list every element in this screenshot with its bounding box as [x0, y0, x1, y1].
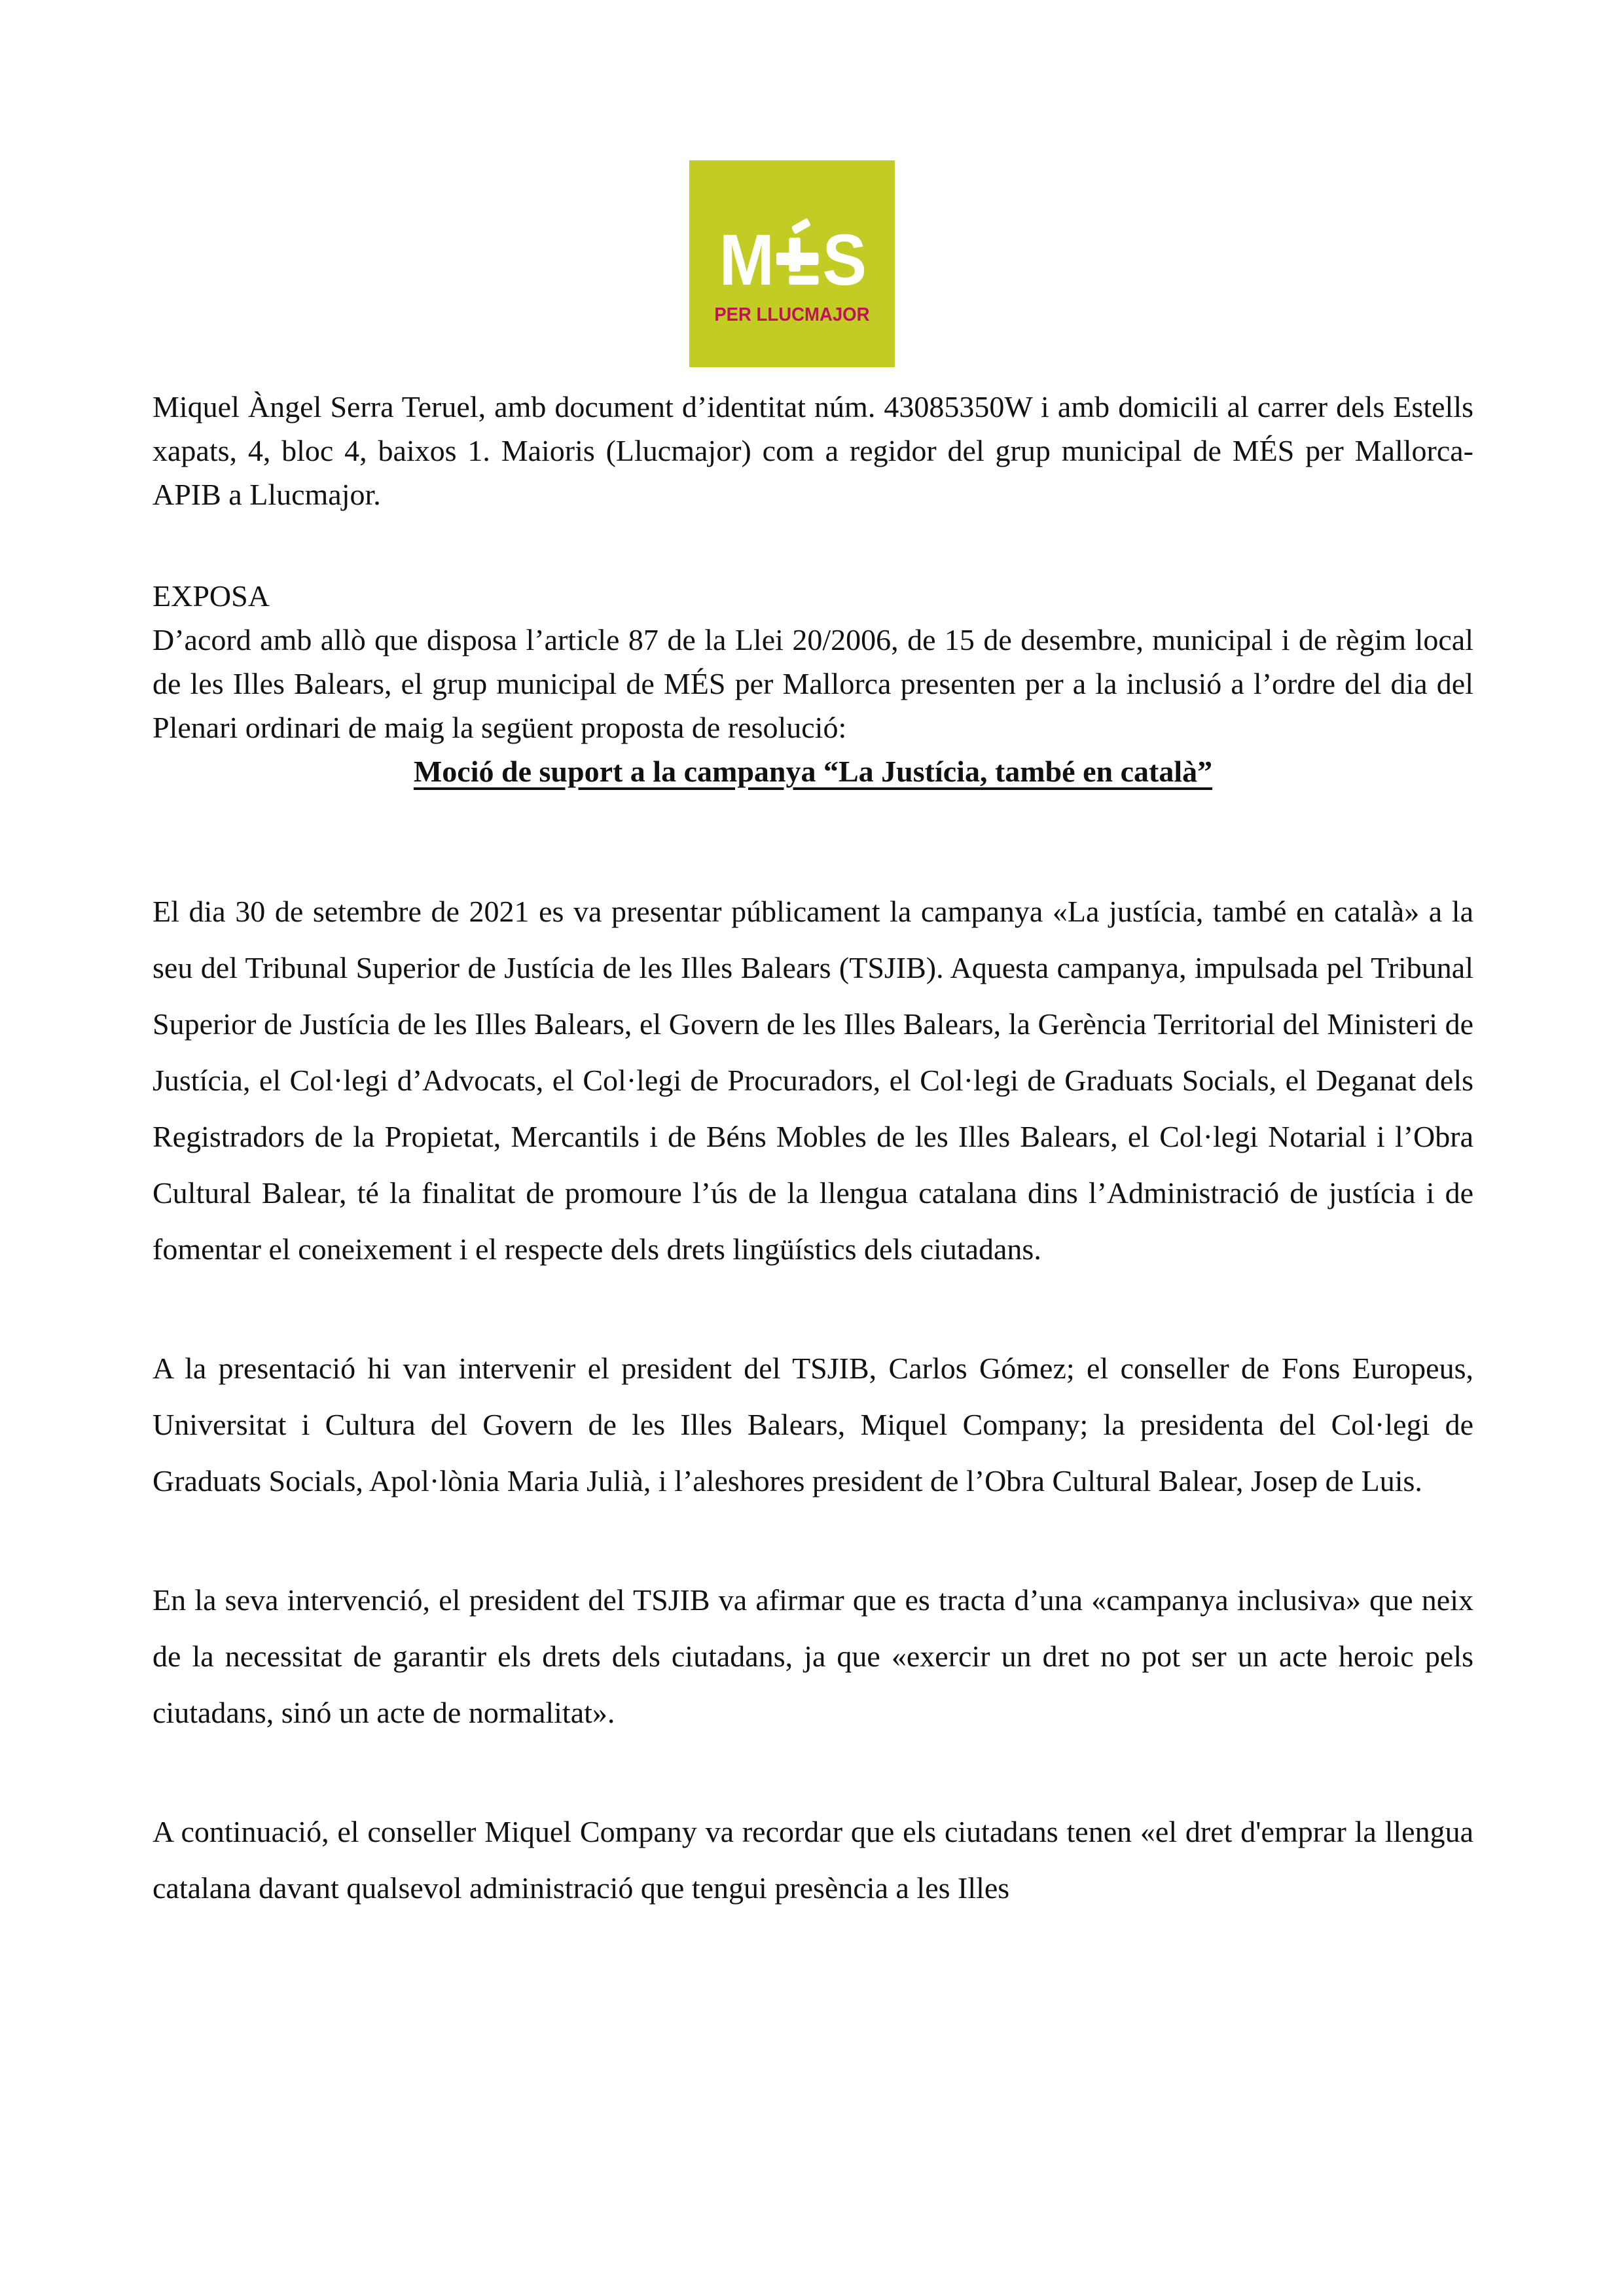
- body-paragraph-conseller-statement: A continuació, el conseller Miquel Company va recordar que els ciutadans tenen «el dret d'emprar la llengua catalana davant qualsevol administració que tengui presència a les Illes: [153, 1815, 1473, 1905]
- body-paragraph-campaign-presentation: El dia 30 de setembre de 2021 es va presentar públicament la campanya «La justícia, també en català» a la seu del Tribunal Superior de Justícia de les Illes Balears (TSJIB). Aquesta campanya, impulsada pel Tribunal Superior de Justícia de les Illes Balears, el Govern de les Illes Balears, la Gerència Territorial del Ministeri de Justícia, el Col·legi d’Advocats, el Col·legi de Procuradors, el Col·legi de Graduats Socials, el Deganat dels Registradors de la Propietat, Mercantils i de Béns Mobles de les Illes Balears, el Col·legi Notarial i l’Obra Cultural Balear, té la finalitat de promoure l’ús de la llengua catalana dins l’Administració de justícia i de fomentar el coneixement i el respecte dels drets lingüístics dels ciutadans.: [153, 895, 1473, 1266]
- logo-e-bottom-bar: [789, 276, 819, 285]
- body-paragraph-president-statement: En la seva intervenció, el president del TSJIB va afirmar que es tracta d’una «campanya inclusiva» que neix de la necessitat de garantir els drets dels ciutadans, ja que «exercir un dret no pot ser un acte heroic pels ciutadans, sinó un acte de normalitat».: [153, 1583, 1473, 1729]
- motion-title: [153, 749, 1473, 793]
- logo-letter-m: M: [719, 219, 772, 300]
- body-paragraph-speakers: A la presentació hi van intervenir el president del TSJIB, Carlos Gómez; el conseller de Fons Europeus, Universitat i Cultura del Govern de les Illes Balears, Miquel Company; la presidenta del Col·legi de Graduats Socials, Apol·lònia Maria Julià, i l’aleshores president de l’Obra Cultural Balear, Josep de Luis.: [153, 1352, 1473, 1498]
- intro-paragraph: Miquel Àngel Serra Teruel, amb document d’identitat núm. 43085350W i amb domicili al carrer dels Estells xapats, 4, bloc 4, baixos 1. Maioris (Llucmajor) com a regidor del grup municipal de MÉS per Mallorca-APIB a Llucmajor.: [153, 390, 1473, 511]
- logo-letter-s: S: [823, 219, 865, 300]
- logo-brand-text: [719, 219, 865, 300]
- logo-e-vertical-bar: [789, 238, 801, 272]
- logo-subtitle: PER LLUCMAJOR: [714, 304, 870, 325]
- exposa-paragraph: D’acord amb allò que disposa l’article 87 de la Llei 20/2006, de 15 de desembre, municipal i de règim local de les Illes Balears, el grup municipal de MÉS per Mallorca presenten per a la inclusió a l’ordre del dia del Plenari ordinari de maig la següent proposta de resolució:: [153, 623, 1473, 744]
- exposa-heading: EXPOSA: [153, 579, 270, 613]
- document-body: [153, 385, 1473, 1916]
- logo-e-accent-mark: [791, 217, 811, 234]
- mes-per-llucmajor-logo: [689, 160, 895, 367]
- motion-title-text: Moció de suport a la campanya “La Justícia, també en català”: [413, 755, 1213, 788]
- logo-e-plus-icon: [776, 232, 818, 285]
